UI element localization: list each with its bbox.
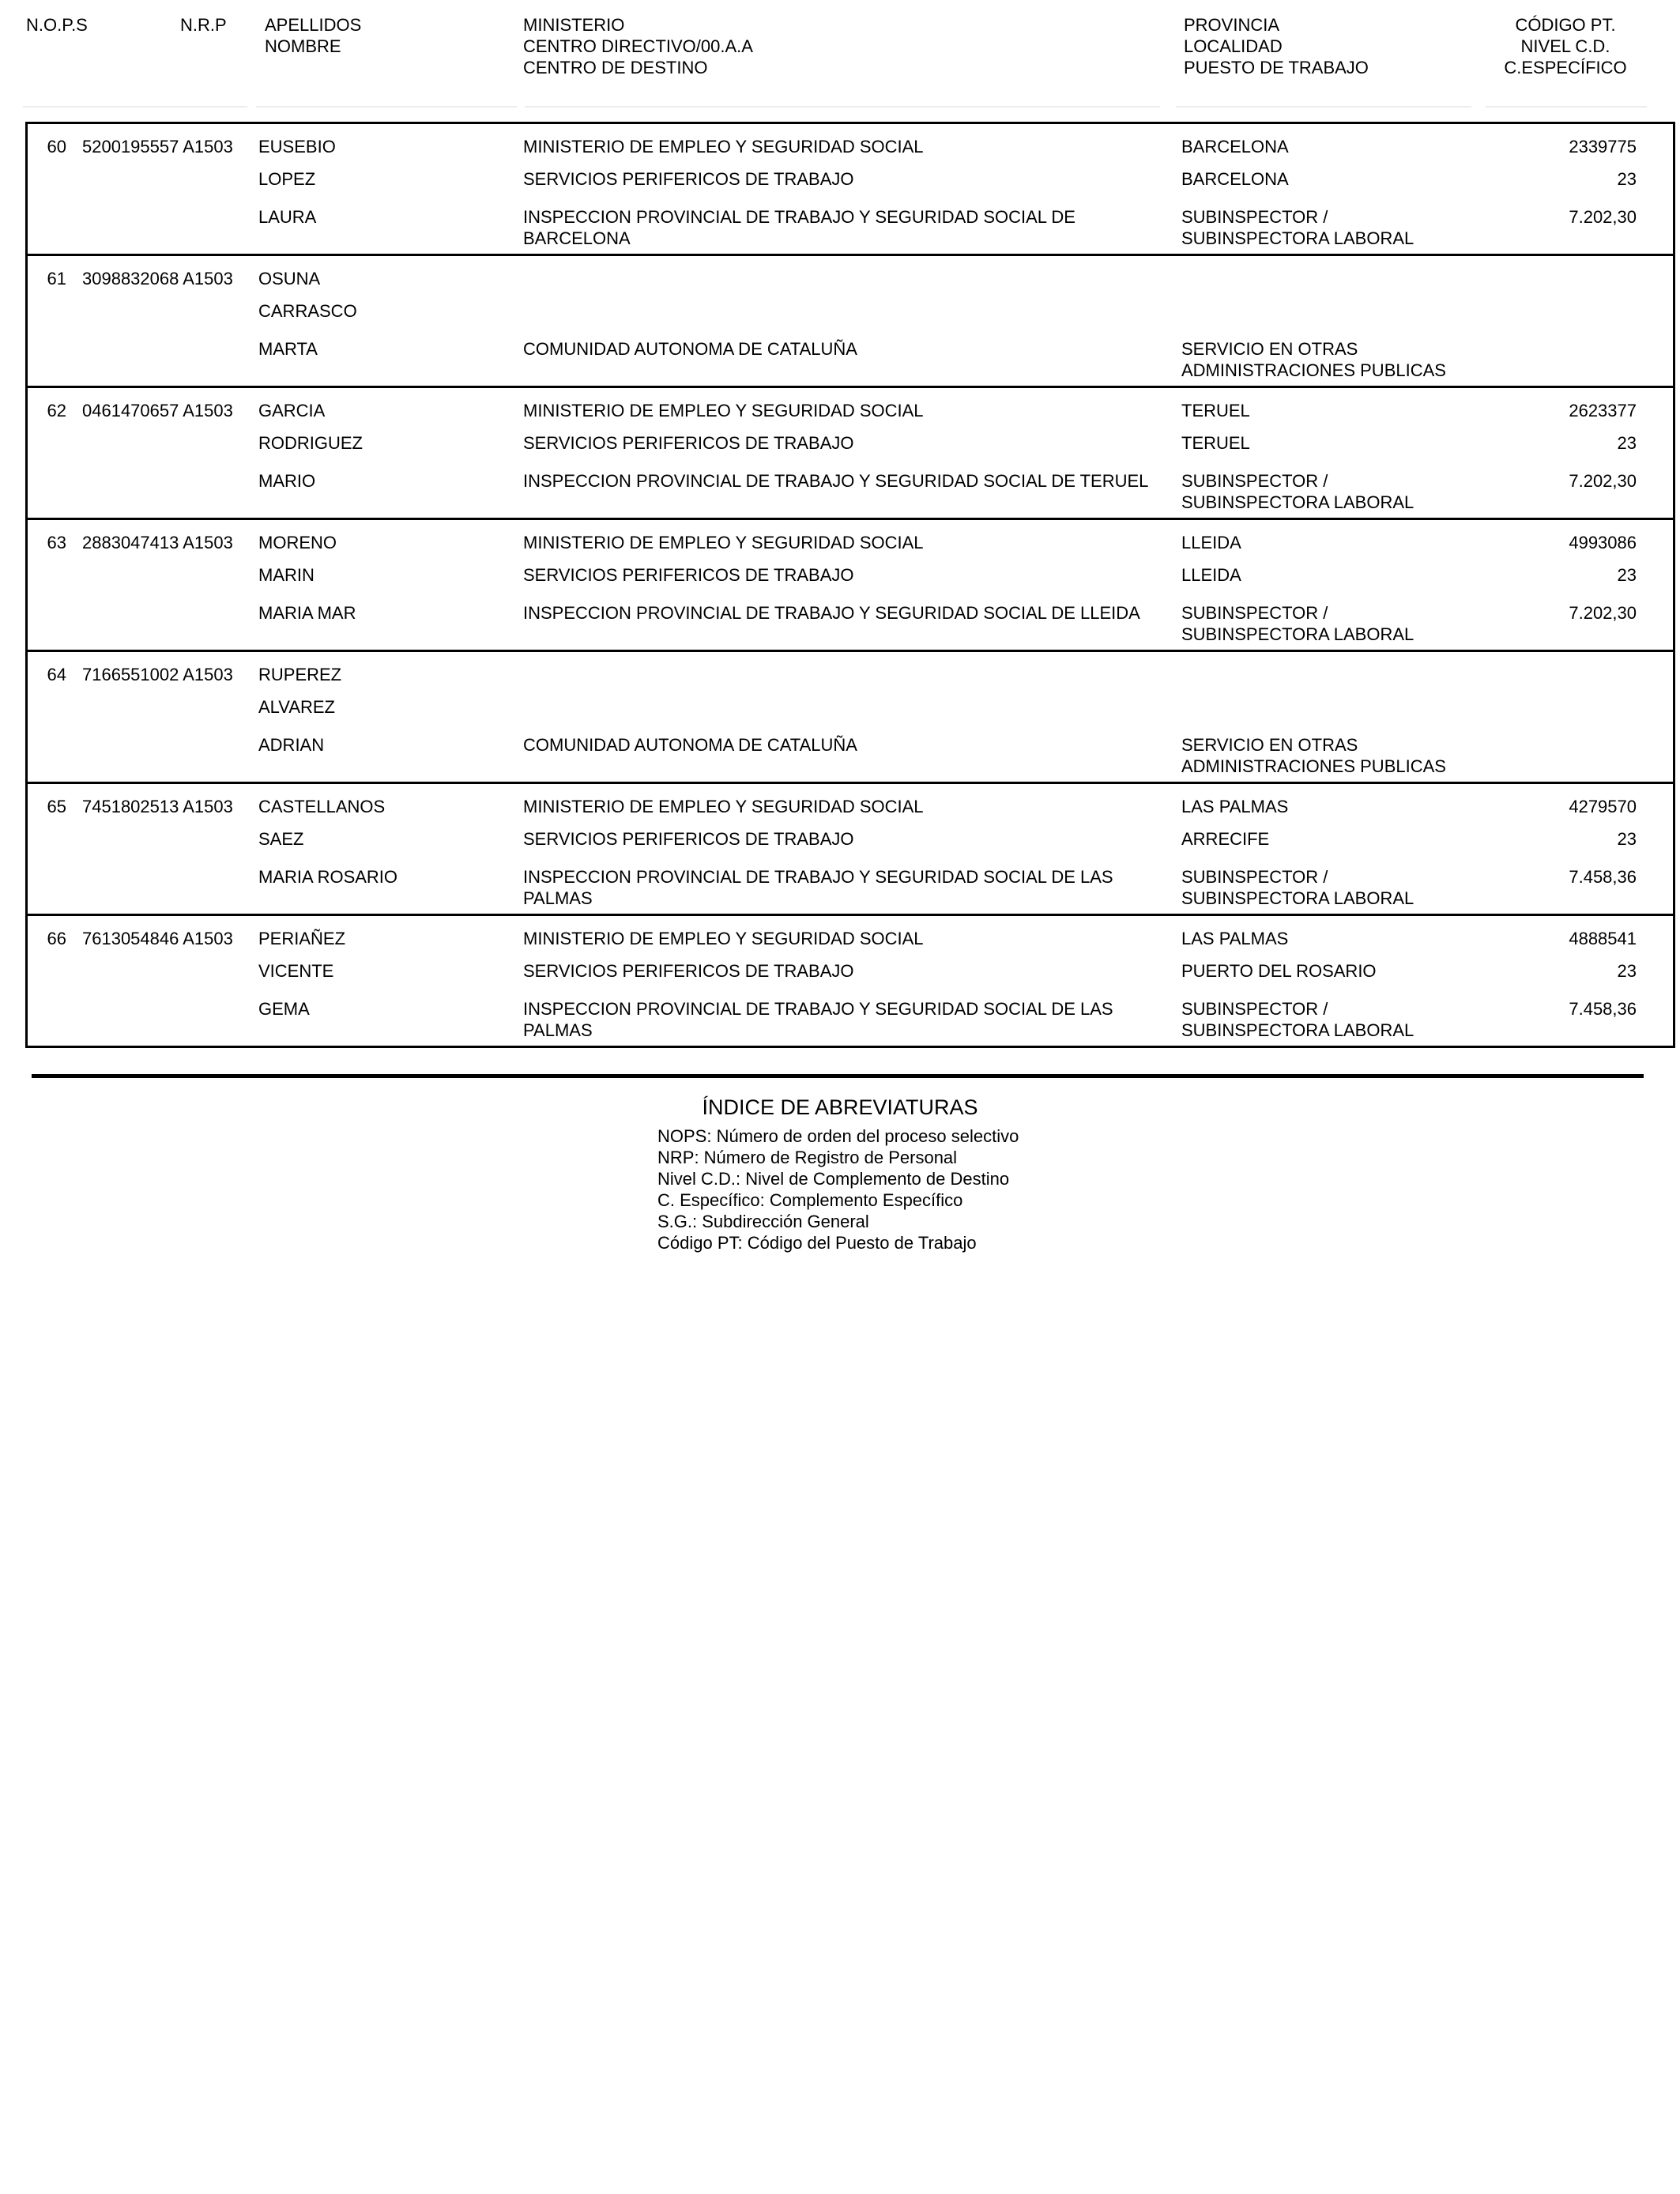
record-nops: 62 <box>47 401 66 420</box>
header-provincia <box>1184 14 1369 78</box>
record-nombre: MARIA ROSARIO <box>258 867 398 887</box>
record-centro-directivo: SERVICIOS PERIFERICOS DE TRABAJO <box>523 565 854 585</box>
header-underline <box>23 106 247 107</box>
record-apellido1: PERIAÑEZ <box>258 929 346 948</box>
record-centro-destino: INSPECCION PROVINCIAL DE TRABAJO Y SEGURIDAD SOCIAL DE LAS PALMAS <box>523 999 1113 1040</box>
record-provincia: LAS PALMAS <box>1181 797 1289 816</box>
record-centro-directivo: SERVICIOS PERIFERICOS DE TRABAJO <box>523 829 854 849</box>
record-nombre: ADRIAN <box>258 735 325 755</box>
record-puesto: SUBINSPECTOR / SUBINSPECTORA LABORAL <box>1181 867 1414 908</box>
record-nops: 61 <box>47 269 66 288</box>
record-puesto: SUBINSPECTOR / SUBINSPECTORA LABORAL <box>1181 999 1414 1040</box>
record-puesto: SERVICIO EN OTRAS ADMINISTRACIONES PUBLICAS <box>1181 735 1446 776</box>
record-centro-destino: INSPECCION PROVINCIAL DE TRABAJO Y SEGURIDAD SOCIAL DE LLEIDA <box>523 603 1140 623</box>
header-provincia-line: PROVINCIA <box>1184 15 1280 35</box>
record-puesto: SUBINSPECTOR / SUBINSPECTORA LABORAL <box>1181 603 1414 644</box>
header-underline <box>1176 106 1471 107</box>
header-puesto-line: PUESTO DE TRABAJO <box>1184 58 1369 77</box>
record-ministerio: MINISTERIO DE EMPLEO Y SEGURIDAD SOCIAL <box>523 929 924 948</box>
record-apellido2: ALVAREZ <box>258 697 335 717</box>
record-apellido1: GARCIA <box>258 401 326 420</box>
record-codigo-pt: 4279570 <box>1569 797 1637 816</box>
record-ministerio: MINISTERIO DE EMPLEO Y SEGURIDAD SOCIAL <box>523 797 924 816</box>
header-ministerio <box>523 14 753 78</box>
record-nivel-cd: 23 <box>1617 829 1637 849</box>
record-c-especifico: 7.458,36 <box>1569 999 1637 1019</box>
record-nivel-cd: 23 <box>1617 961 1637 981</box>
record-centro-directivo: SERVICIOS PERIFERICOS DE TRABAJO <box>523 169 854 189</box>
abbreviation-item: C. Específico: Complemento Específico <box>657 1190 963 1210</box>
record-nivel-cd: 23 <box>1617 565 1637 585</box>
record-nivel-cd: 23 <box>1617 433 1637 453</box>
record-nombre: LAURA <box>258 207 317 227</box>
record-c-especifico: 7.202,30 <box>1569 603 1637 623</box>
record-nops: 64 <box>47 665 66 684</box>
record-nivel-cd: 23 <box>1617 169 1637 189</box>
abbreviation-item: Nivel C.D.: Nivel de Complemento de Destino <box>657 1169 1010 1189</box>
record-puesto: SERVICIO EN OTRAS ADMINISTRACIONES PUBLICAS <box>1181 339 1446 380</box>
record-ministerio: MINISTERIO DE EMPLEO Y SEGURIDAD SOCIAL <box>523 137 924 156</box>
record-centro-destino: INSPECCION PROVINCIAL DE TRABAJO Y SEGURIDAD SOCIAL DE LAS PALMAS <box>523 867 1113 908</box>
record-centro-destino: INSPECCION PROVINCIAL DE TRABAJO Y SEGURIDAD SOCIAL DE BARCELONA <box>523 207 1075 248</box>
record-nrp: 5200195557 A1503 <box>82 137 233 156</box>
record-ministerio: MINISTERIO DE EMPLEO Y SEGURIDAD SOCIAL <box>523 401 924 420</box>
header-underline <box>525 106 1160 107</box>
abbreviations-title: ÍNDICE DE ABREVIATURAS <box>702 1095 978 1119</box>
record-c-especifico: 7.458,36 <box>1569 867 1637 887</box>
record-provincia: BARCELONA <box>1181 137 1289 156</box>
record-localidad: TERUEL <box>1181 433 1250 453</box>
record-puesto: SUBINSPECTOR / SUBINSPECTORA LABORAL <box>1181 471 1414 512</box>
record-nombre: MARIO <box>258 471 316 491</box>
record-nombre: GEMA <box>258 999 310 1019</box>
header-localidad-line: LOCALIDAD <box>1184 36 1283 56</box>
record-apellido2: LOPEZ <box>258 169 316 189</box>
footer-divider <box>32 1074 1644 1078</box>
header-underline <box>256 106 517 107</box>
header-ministerio-line: MINISTERIO <box>523 15 625 35</box>
record-nops: 63 <box>47 533 66 552</box>
header-nombre-line: NOMBRE <box>265 36 341 56</box>
record-nrp: 3098832068 A1503 <box>82 269 233 288</box>
abbreviation-item: Código PT: Código del Puesto de Trabajo <box>657 1233 977 1253</box>
abbreviation-item: NRP: Número de Registro de Personal <box>657 1148 958 1167</box>
record-ministerio: MINISTERIO DE EMPLEO Y SEGURIDAD SOCIAL <box>523 533 924 552</box>
header-centro-destino-line: CENTRO DE DESTINO <box>523 58 708 77</box>
record-apellido1: EUSEBIO <box>258 137 336 156</box>
record-nrp: 7166551002 A1503 <box>82 665 233 684</box>
header-underline <box>1486 106 1647 107</box>
record-c-especifico: 7.202,30 <box>1569 207 1637 227</box>
header-codigo-pt-line: CÓDIGO PT. <box>1515 15 1616 35</box>
record-nrp: 7451802513 A1503 <box>82 797 233 816</box>
record-puesto: SUBINSPECTOR / SUBINSPECTORA LABORAL <box>1181 207 1414 248</box>
header-apellidos-line: APELLIDOS <box>265 15 362 35</box>
record-apellido1: RUPEREZ <box>258 665 342 684</box>
record-nops: 66 <box>47 929 66 948</box>
record-nrp: 0461470657 A1503 <box>82 401 233 420</box>
record-apellido1: OSUNA <box>258 269 321 288</box>
record-apellido2: SAEZ <box>258 829 304 849</box>
record-apellido2: VICENTE <box>258 961 334 981</box>
record-centro-destino: COMUNIDAD AUTONOMA DE CATALUÑA <box>523 339 857 359</box>
record-nombre: MARIA MAR <box>258 603 356 623</box>
record-codigo-pt: 4993086 <box>1569 533 1637 552</box>
header-codigo <box>1486 14 1645 78</box>
header-apellidos <box>265 14 361 57</box>
record-centro-directivo: SERVICIOS PERIFERICOS DE TRABAJO <box>523 961 854 981</box>
record-localidad: ARRECIFE <box>1181 829 1270 849</box>
record-apellido2: RODRIGUEZ <box>258 433 363 453</box>
record-nrp: 7613054846 A1503 <box>82 929 233 948</box>
record-nombre: MARTA <box>258 339 318 359</box>
record-centro-destino: INSPECCION PROVINCIAL DE TRABAJO Y SEGURIDAD SOCIAL DE TERUEL <box>523 471 1149 491</box>
abbreviation-item: NOPS: Número de orden del proceso selectivo <box>657 1126 1019 1146</box>
record-codigo-pt: 2623377 <box>1569 401 1637 420</box>
record-provincia: TERUEL <box>1181 401 1250 420</box>
header-nrp: N.R.P <box>180 15 227 35</box>
header-nops: N.O.P.S <box>26 15 88 35</box>
record-nops: 60 <box>47 137 66 156</box>
record-localidad: PUERTO DEL ROSARIO <box>1181 961 1377 981</box>
abbreviation-item: S.G.: Subdirección General <box>657 1212 869 1231</box>
record-centro-destino: COMUNIDAD AUTONOMA DE CATALUÑA <box>523 735 857 755</box>
header-centro-directivo-line: CENTRO DIRECTIVO/00.A.A <box>523 36 753 56</box>
record-c-especifico: 7.202,30 <box>1569 471 1637 491</box>
record-apellido2: MARIN <box>258 565 315 585</box>
record-apellido1: CASTELLANOS <box>258 797 386 816</box>
record-nops: 65 <box>47 797 66 816</box>
record-codigo-pt: 4888541 <box>1569 929 1637 948</box>
header-nivel-cd-line: NIVEL C.D. <box>1520 36 1610 56</box>
record-provincia: LLEIDA <box>1181 533 1241 552</box>
record-codigo-pt: 2339775 <box>1569 137 1637 156</box>
record-nrp: 2883047413 A1503 <box>82 533 233 552</box>
record-provincia: LAS PALMAS <box>1181 929 1289 948</box>
record-centro-directivo: SERVICIOS PERIFERICOS DE TRABAJO <box>523 433 854 453</box>
header-c-especifico-line: C.ESPECÍFICO <box>1504 58 1627 77</box>
abbreviations-list <box>657 1125 1019 1253</box>
record-localidad: BARCELONA <box>1181 169 1289 189</box>
record-localidad: LLEIDA <box>1181 565 1241 585</box>
record-apellido1: MORENO <box>258 533 337 552</box>
record-apellido2: CARRASCO <box>258 301 357 321</box>
